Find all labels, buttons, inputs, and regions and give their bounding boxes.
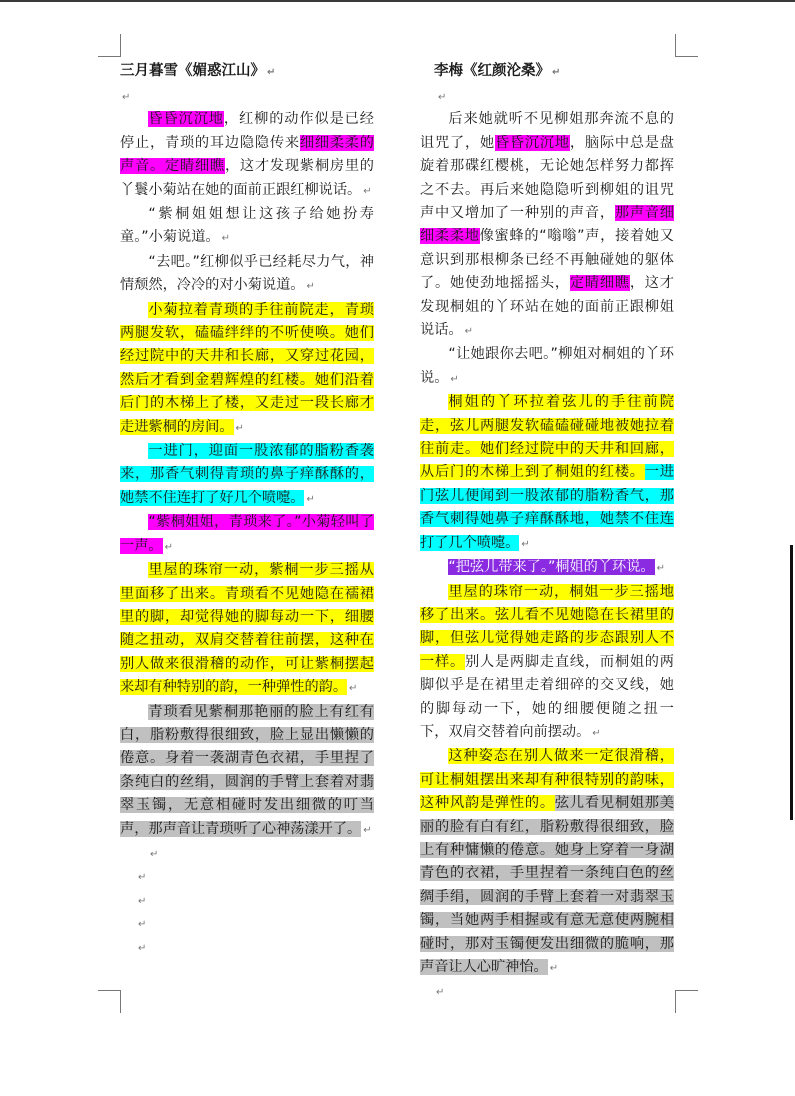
left-paragraph-7: 里屋的珠帘一动，紫桐一步三摇从里面移了出来。青琐看不见她隐在襦裙里的脚，却觉得她的脚每动一下，细腰随之扭动，双肩交替着往前摆，这种在别人做来很滑稽的动作，可让紫桐摆起来却有种特别的韵，一种弹性的韵。 ↵ [120, 562, 374, 696]
right-paragraph-1: 后来她就听不见柳姐那奔流不息的诅咒了，她昏昏沉沉地，脑际中总是盘旋着那碟红樱桃，无论她怎样努力都挥之不去。再后来她隐隐听到柳姐的诅咒声中又增加了一种别的声音，那声音细细柔柔地像蜜蜂的“嗡嗡”声，接着她又意识到那根柳条已经不再触碰她的躯体了。她使劲地摇摇头，定睛细瞧，这才发现桐姐的丫环站在她的面前正跟柳姐说话。 ↵ [420, 111, 674, 339]
right-paragraph-3: 桐姐的丫环拉着弦儿的手往前院走，弦儿两腿发软磕磕碰碰地被她拉着往前走。她们经过院中的天井和回廊，从后门的木梯上到了桐姐的红楼。一进门弦儿便闻到一股浓郁的脂粉香气，那香气刺得她鼻子痒酥酥地，她禁不住连打了几个喷嚏。 ↵ [420, 394, 674, 551]
empty-paragraph: ↵ [150, 848, 159, 860]
right-paragraph-5: 里屋的珠帘一动，桐姐一步三摇地移了出来。弦儿看不见她隐在长裙里的脚，但弦儿觉得她走路的步态跟别人不一样。别人是两脚走直线，而桐姐的两脚似乎是在裙里走着细碎的交叉线，她的脚每动一下，她的细腰便随之扭一下，双肩交替着向前摆动。 ↵ [420, 583, 674, 740]
left-paragraph-4: 小菊拉着青琐的手往前院走，青琐两腿发软，磕磕绊绊的不听使唤。她们经过院中的天井和长廊，又穿过花园，然后才看到金碧辉煌的红楼。她们沿着后门的木梯上了楼，又走过一段长廊才走进紫桐的房间。 ↵ [120, 301, 374, 435]
right-paragraph-4: “把弦儿带来了。”桐姐的丫环说。 ↵ [448, 559, 666, 576]
left-paragraph-8: 青琐看见紫桐那艳丽的脸上有红有白，脂粉敷得很细致，脸上显出懒懒的倦意。身着一袭湖青色衣裙，手里捏了条纯白的丝绢，圆润的手臂上套着对翡翠玉镯，无意相碰时发出细微的叮当声，那声音让青琐听了心神荡漾开了。 ↵ [120, 703, 374, 837]
right-paragraph-2: “让她跟你去吧。”柳姐对桐姐的丫环说。 ↵ [420, 346, 674, 386]
empty-paragraph: ↵ [138, 895, 147, 907]
left-paragraph-5: 一进门，迎面一股浓郁的脂粉香袭来，那香气刺得青琐的鼻子痒酥酥的，她禁不住连打了好几个喷嚏。 ↵ [120, 443, 374, 506]
right-column[interactable] [420, 58, 674, 1004]
left-paragraph-1: 昏昏沉沉地，红柳的动作似是已经停止，青琐的耳边隐隐传来细细柔柔的声音。定睛细瞧，这才发现紫桐房里的丫鬟小菊站在她的面前正跟红柳说话。 ↵ [120, 111, 374, 198]
page-top-border [0, 0, 795, 2]
left-column[interactable] [120, 58, 374, 959]
crop-mark-top-right [675, 34, 698, 57]
empty-paragraph: ↵ [122, 92, 131, 103]
crop-mark-top-left [98, 34, 121, 57]
left-paragraph-3: “去吧。”红柳似乎已经耗尽力气，神情颓然，冷冷的对小菊说道。 ↵ [120, 253, 374, 294]
left-title: 三月暮雪《媚惑江山》 ↵ [120, 63, 276, 79]
left-paragraph-6: “紫桐姐姐，青琐来了。”小菊轻叫了一声。 ↵ [120, 514, 374, 554]
empty-paragraph: ↵ [438, 92, 447, 103]
right-title: 李梅《红颜沦桑》 ↵ [434, 63, 561, 79]
empty-paragraph: ↵ [138, 872, 147, 884]
right-paragraph-6: 这种姿态在别人做来一定很滑稽，可让桐姐摆出来却有种很特别的韵味，这种风韵是弹性的。弦儿看见桐姐那美丽的脸有白有红，脂粉敷得很细致，脸上有种慵懒的倦意。她身上穿着一身湖青色的衣裙，手里捏着一条纯白色的丝绸手绢，圆润的手臂上套着一对翡翠玉镯，当她两手相握或有意无意使两腕相碰时，那对玉镯便发出细微的脆响，那声音让人心旷神怡。 ↵ [420, 748, 674, 976]
left-paragraph-2: “紫桐姐姐想让这孩子给她扮寿童。”小菊说道。 ↵ [120, 206, 374, 246]
empty-paragraph: ↵ [436, 987, 445, 999]
crop-mark-bottom-right [675, 990, 698, 1013]
empty-paragraph: ↵ [138, 942, 147, 954]
crop-mark-bottom-left [98, 990, 121, 1013]
scrollbar-indicator[interactable] [790, 545, 793, 820]
empty-paragraph: ↵ [138, 919, 147, 931]
